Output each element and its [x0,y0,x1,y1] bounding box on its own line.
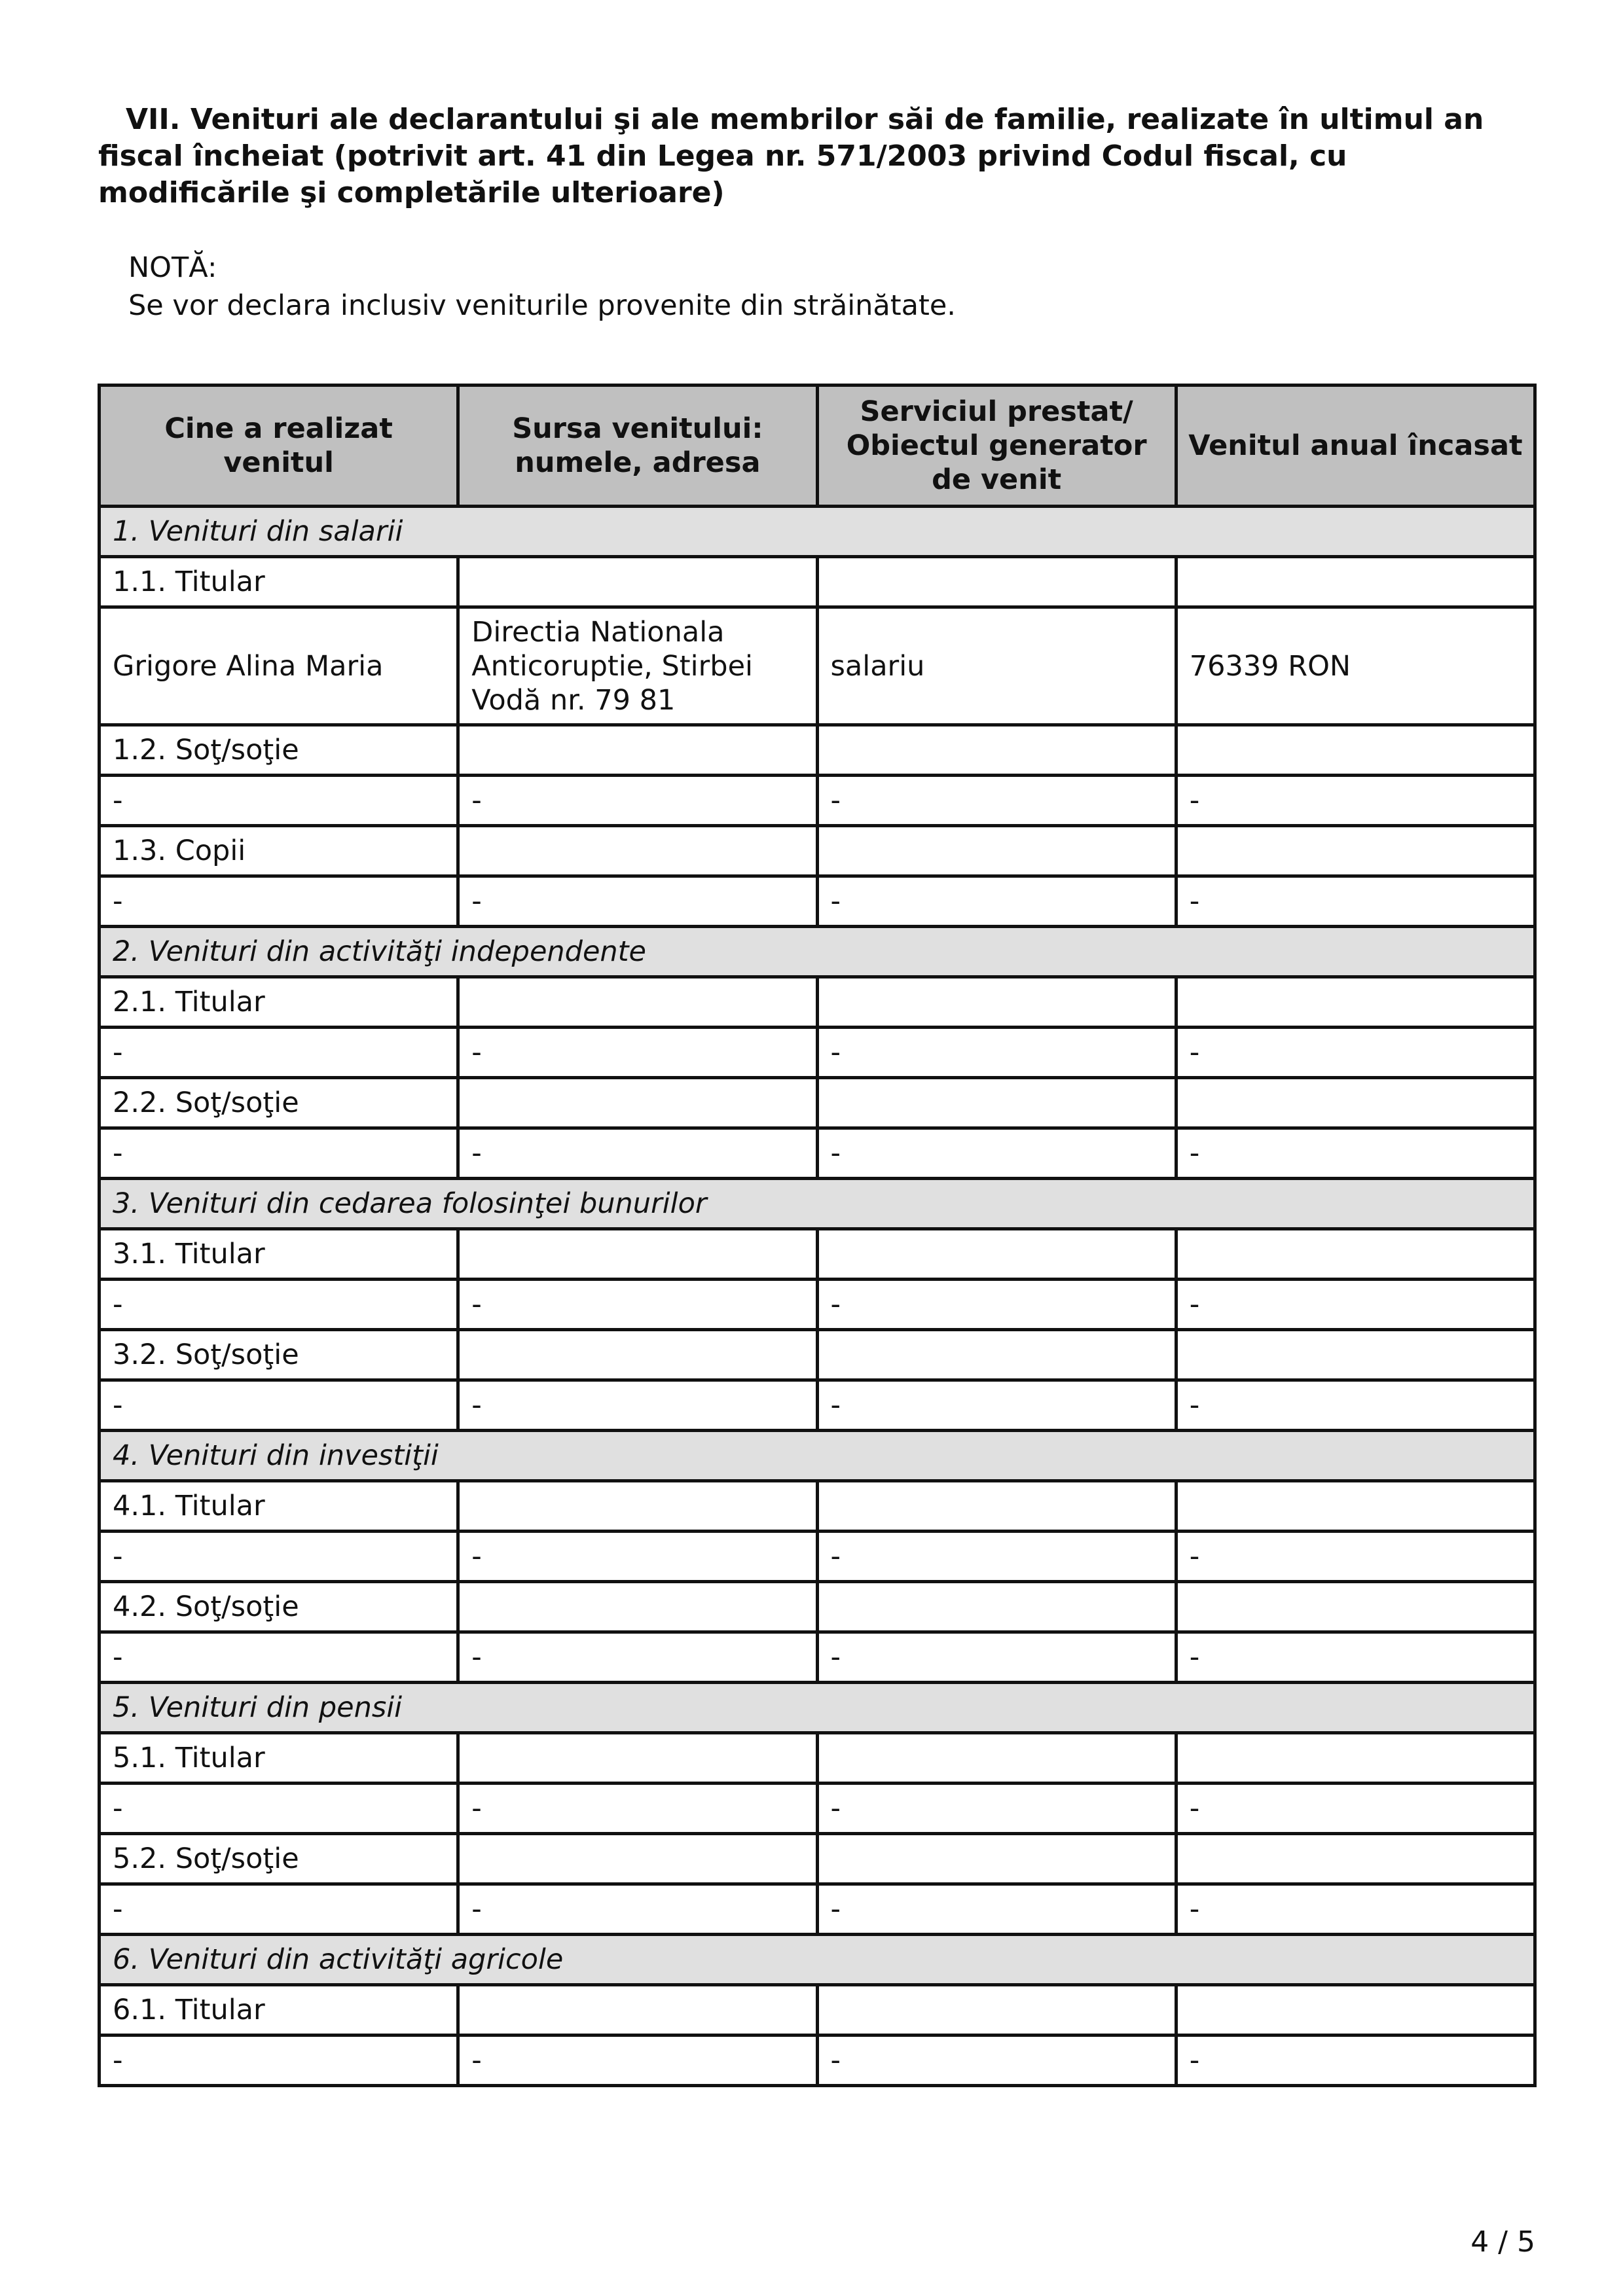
table-cell: 5.1. Titular [100,1733,458,1784]
table-cell: - [1176,1784,1535,1834]
table-row [100,1128,1535,1179]
table-cell: 76339 RON [1176,607,1535,725]
table-cell [458,1229,817,1280]
table-cell: salariu [817,607,1176,725]
table-cell: - [458,1532,817,1582]
table-cell: 1.3. Copii [100,826,458,876]
table-cell: - [817,2036,1176,2086]
income-table-body [100,507,1535,2086]
table-cell: - [817,876,1176,927]
table-cell: - [1176,1280,1535,1330]
table-row [100,1481,1535,1532]
table-row [100,1229,1535,1280]
table-cell [817,557,1176,607]
income-table [98,384,1537,2087]
table-cell: - [100,776,458,826]
table-row [100,1330,1535,1380]
section-label: 5. Venituri din pensii [100,1683,1535,1733]
table-row [100,826,1535,876]
table-cell: - [458,1632,817,1683]
table-cell: 1.1. Titular [100,557,458,607]
table-cell [1176,1582,1535,1632]
section-label: 3. Venituri din cedarea folosinţei bunurilor [100,1179,1535,1229]
table-cell: - [100,1028,458,1078]
table-cell [817,1985,1176,2036]
table-cell: 1.2. Soţ/soţie [100,725,458,776]
table-header-row [100,386,1535,507]
table-cell: - [817,1532,1176,1582]
header-service: Serviciul prestat/ Obiectul generator de venit [817,386,1176,507]
table-cell: - [100,876,458,927]
table-cell: 3.1. Titular [100,1229,458,1280]
table-cell: - [458,1380,817,1431]
table-cell: 5.2. Soţ/soţie [100,1834,458,1884]
table-cell: - [817,1784,1176,1834]
table-cell: - [1176,1632,1535,1683]
note-text: Se vor declara inclusiv veniturile provenite din străinătate. [128,289,956,322]
table-cell [1176,977,1535,1028]
table-cell: - [100,1784,458,1834]
table-cell: 3.2. Soţ/soţie [100,1330,458,1380]
table-row [100,1028,1535,1078]
section-label: 6. Venituri din activităţi agricole [100,1935,1535,1985]
header-who: Cine a realizat venitul [100,386,458,507]
table-row [100,1582,1535,1632]
section-row [100,1179,1535,1229]
section-heading-text: VII. Venituri ale declarantului şi ale membrilor săi de familie, realizate în ultimul an fiscal încheiat (potrivit art. 41 din Legea nr. 571/2003 privind Codul fiscal, cu modificările şi completările ulterioare) [98,103,1484,209]
header-annual-income: Venitul anual încasat [1176,386,1535,507]
table-cell: - [458,1128,817,1179]
section-row [100,507,1535,557]
table-cell: - [100,2036,458,2086]
table-row [100,1380,1535,1431]
table-cell: 2.2. Soţ/soţie [100,1078,458,1128]
table-cell [1176,1733,1535,1784]
table-cell: - [1176,1884,1535,1935]
table-row [100,1784,1535,1834]
table-row [100,607,1535,725]
table-cell: - [100,1532,458,1582]
table-cell: Grigore Alina Maria [100,607,458,725]
table-cell [1176,1985,1535,2036]
page-number: 4 / 5 [1470,2225,1535,2259]
table-cell: - [1176,2036,1535,2086]
section-row [100,1431,1535,1481]
table-cell [458,1834,817,1884]
table-row [100,1532,1535,1582]
table-cell [458,725,817,776]
table-cell [817,1733,1176,1784]
table-cell [1176,826,1535,876]
table-cell: 2.1. Titular [100,977,458,1028]
table-cell [458,1481,817,1532]
table-cell: - [817,1128,1176,1179]
table-cell: - [817,1280,1176,1330]
table-cell: - [1176,1028,1535,1078]
table-cell: - [1176,1380,1535,1431]
table-cell: - [817,1884,1176,1935]
table-cell: - [100,1280,458,1330]
table-row [100,1985,1535,2036]
table-cell [1176,725,1535,776]
table-cell: - [1176,1532,1535,1582]
table-row [100,1632,1535,1683]
table-cell [817,725,1176,776]
table-cell: - [817,1632,1176,1683]
table-cell: - [817,1028,1176,1078]
section-row [100,927,1535,977]
section-label: 2. Venituri din activităţi independente [100,927,1535,977]
table-row [100,776,1535,826]
table-cell: - [458,2036,817,2086]
table-cell: Directia Nationala Anticoruptie, Stirbei Vodă nr. 79 81 [458,607,817,725]
table-cell: - [1176,776,1535,826]
table-row [100,557,1535,607]
table-cell: - [817,1380,1176,1431]
table-cell [1176,1330,1535,1380]
table-cell [817,826,1176,876]
table-row [100,1280,1535,1330]
table-cell [1176,557,1535,607]
table-cell: - [458,776,817,826]
table-cell: - [817,776,1176,826]
table-cell [817,1330,1176,1380]
table-row [100,1733,1535,1784]
table-cell [458,1078,817,1128]
table-cell [817,1229,1176,1280]
table-cell: - [100,1380,458,1431]
table-cell [458,1985,817,2036]
table-cell: 4.2. Soţ/soţie [100,1582,458,1632]
table-cell: 6.1. Titular [100,1985,458,2036]
table-cell [817,1582,1176,1632]
table-cell [1176,1834,1535,1884]
note-label: NOTĂ: [128,251,217,284]
table-row [100,1078,1535,1128]
section-heading [98,101,1539,211]
table-cell: - [100,1128,458,1179]
table-cell [817,1481,1176,1532]
table-row [100,725,1535,776]
table-cell: - [1176,876,1535,927]
table-cell: - [100,1884,458,1935]
table-cell: - [458,1028,817,1078]
section-label: 4. Venituri din investiţii [100,1431,1535,1481]
table-cell [1176,1481,1535,1532]
table-cell [1176,1229,1535,1280]
table-cell: - [458,1884,817,1935]
table-cell [458,977,817,1028]
note-block [128,249,956,325]
table-cell [817,1834,1176,1884]
table-cell: 4.1. Titular [100,1481,458,1532]
table-cell [458,1330,817,1380]
table-cell [458,557,817,607]
table-cell [458,1733,817,1784]
table-cell: - [100,1632,458,1683]
table-cell [817,1078,1176,1128]
section-row [100,1683,1535,1733]
section-row [100,1935,1535,1985]
table-row [100,876,1535,927]
table-cell: - [458,1784,817,1834]
header-source: Sursa venitului: numele, adresa [458,386,817,507]
table-cell [1176,1078,1535,1128]
table-row [100,977,1535,1028]
table-cell: - [1176,1128,1535,1179]
table-cell [458,1582,817,1632]
table-row [100,2036,1535,2086]
table-cell [817,977,1176,1028]
table-cell: - [458,876,817,927]
table-row [100,1884,1535,1935]
table-cell [458,826,817,876]
table-cell: - [458,1280,817,1330]
table-row [100,1834,1535,1884]
section-label: 1. Venituri din salarii [100,507,1535,557]
